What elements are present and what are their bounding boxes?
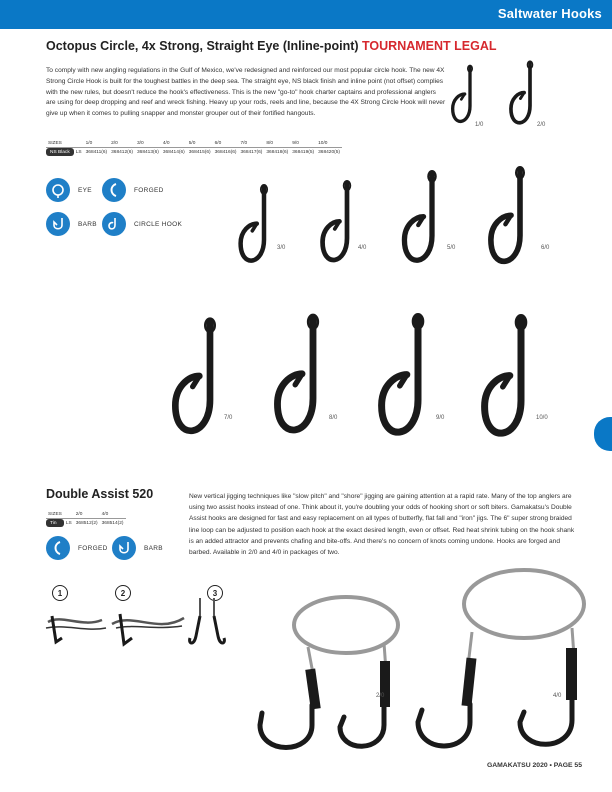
hook-9-0-image xyxy=(376,312,460,454)
code-cell: 368414(6) xyxy=(162,149,185,155)
barb-icon xyxy=(46,212,70,236)
feature-label: BARB xyxy=(78,220,97,228)
rigging-step-3-illustration xyxy=(186,596,228,652)
sizes-header: SIZES xyxy=(46,139,74,148)
hook-size-label: 7/0 xyxy=(224,415,233,421)
code-cell: 368420(5) xyxy=(318,149,340,155)
octopus-title xyxy=(46,39,497,53)
sizes-header: SIZES xyxy=(48,511,62,517)
code-cell: 368514(2) xyxy=(101,520,124,526)
size-cell: 1/0 xyxy=(84,139,110,148)
code-cell: 368415(6) xyxy=(188,149,211,155)
size-cell: 9/0 xyxy=(290,139,316,148)
feature-label: BARB xyxy=(144,544,163,552)
size-cell: 6/0 xyxy=(213,139,239,148)
circle-hook-icon xyxy=(102,212,126,236)
size-cell: 2/0 xyxy=(109,139,135,148)
size-cell: 4/0 xyxy=(161,139,187,148)
code-cell: 368419(5) xyxy=(292,149,315,155)
size-header-row xyxy=(46,510,126,519)
feature-label: CIRCLE HOOK xyxy=(134,220,183,228)
code-cell: 368418(6) xyxy=(266,149,289,155)
feature-label: FORGED xyxy=(134,186,164,194)
code-cell: 368416(6) xyxy=(214,149,237,155)
hook-size-label: 6/0 xyxy=(541,245,550,251)
size-cell: 7/0 xyxy=(239,139,265,148)
size-cell: 4/0 xyxy=(100,510,126,519)
hook-6-0-image xyxy=(486,166,554,278)
step-number: 2 xyxy=(115,585,131,601)
code-cell: 368411(6) xyxy=(85,149,108,155)
forged-icon xyxy=(46,536,70,560)
pack-code: LS xyxy=(75,149,82,155)
feature-eye xyxy=(46,178,92,202)
hook-4-0-image xyxy=(318,180,376,274)
rigging-step-2-illustration xyxy=(108,598,188,650)
section-header-bar xyxy=(0,0,612,29)
code-cell: 368412(6) xyxy=(111,149,133,155)
hook-size-label: 9/0 xyxy=(436,415,445,421)
size-cell: 3/0 xyxy=(135,139,161,148)
hook-size-label: 5/0 xyxy=(447,245,456,251)
feature-forged xyxy=(46,536,108,560)
size-cell: 5/0 xyxy=(187,139,213,148)
octopus-title-text: Octopus Circle, 4x Strong, Straight Eye (Inline-point) xyxy=(46,39,359,53)
section-title: Saltwater Hooks xyxy=(497,6,602,21)
feature-barb xyxy=(112,536,163,560)
size-header-row xyxy=(46,139,342,148)
size-cell: 10/0 xyxy=(316,139,342,148)
hook-size-label: 10/0 xyxy=(536,415,548,421)
code-cell: 368413(6) xyxy=(137,149,159,155)
code-cell: 368417(6) xyxy=(240,149,263,155)
hook-size-label: 8/0 xyxy=(329,415,338,421)
page-edge-tab xyxy=(594,417,612,451)
pack-code: LS xyxy=(65,520,72,526)
assist-size-table xyxy=(46,510,126,527)
hook-size-label: 2/0 xyxy=(376,693,385,699)
assist-title: Double Assist 520 xyxy=(46,487,154,501)
hook-7-0-image xyxy=(170,314,250,454)
finish-badge: NS Black xyxy=(46,148,74,157)
barb-icon xyxy=(112,536,136,560)
hook-5-0-image xyxy=(400,170,464,276)
feature-forged xyxy=(102,178,164,202)
feature-circle-hook xyxy=(102,212,182,236)
feature-label: FORGED xyxy=(78,544,108,552)
hook-size-label: 2/0 xyxy=(537,122,546,128)
hook-8-0-image xyxy=(272,310,354,454)
hook-size-label: 1/0 xyxy=(475,122,484,128)
step-number: 1 xyxy=(52,585,68,601)
code-row xyxy=(46,148,342,157)
octopus-description: To comply with new angling regulations in the Gulf of Mexico, we've redesigned and reinforced our most popular circle hook. The new 4X Strong Circle Hook is built for the toughest battles in the deep sea. The straight eye, NS black finish and inline point (not offset) complies with the new rules, but doesn't reduce the hook's effectiveness. This is the new "go-to" hook charter captains and professional anglers are using for deep dropping and reef and wreck fishing. Heavy up your rods, reels and line, because the 4X Strong Circle Hook will never give up when it comes to pulling snapper and monster grouper out of their fortified hangouts. xyxy=(46,67,446,118)
code-row xyxy=(46,519,126,528)
hook-size-label: 4/0 xyxy=(358,245,367,251)
page-footer: GAMAKATSU 2020 • PAGE 55 xyxy=(486,762,582,769)
assist-hook-4-0-image xyxy=(414,556,600,756)
step-number: 3 xyxy=(207,585,223,601)
octopus-size-table xyxy=(46,139,342,156)
eye-icon xyxy=(46,178,70,202)
hook-1-0-image xyxy=(450,60,490,136)
hook-10-0-image xyxy=(478,314,564,454)
code-cell: 368512(2) xyxy=(75,520,98,526)
hook-size-label: 4/0 xyxy=(553,693,562,699)
tournament-legal-tag: TOURNAMENT LEGAL xyxy=(362,39,497,53)
finish-badge: Tin xyxy=(46,519,64,528)
size-cell: 8/0 xyxy=(264,139,290,148)
forged-icon xyxy=(102,178,126,202)
feature-label: EYE xyxy=(78,186,92,194)
hook-3-0-image xyxy=(236,184,292,274)
hook-size-label: 3/0 xyxy=(277,245,286,251)
assist-hook-2-0-image xyxy=(248,585,420,757)
rigging-step-1-illustration xyxy=(42,598,110,650)
hook-2-0-image xyxy=(508,56,552,138)
size-cell: 2/0 xyxy=(74,510,100,519)
assist-description: New vertical jigging techniques like "slow pitch" and "shore" jigging are gaining attention at a rapid rate. Many of the top anglers are using two assist hooks instead of one. Think about it, you're doubling your odds of hooking short or soft biters. Gamakatsu's Double Assist hooks are designed for fast and easy replacement on all types of butterfly, flat fall and "iron" jigs. The 6" super strong braided line loop can be adjusted to position each hook at the exact desired length, even or offset. Red heat shrink tubing on the hook shank is an added attractor and prevents chafing and bite-offs. And there's no concern of knots coming undone. Hooks are forged and barbed. Available in 2/0 and 4/0 in packages of two. xyxy=(189,493,575,557)
feature-barb xyxy=(46,212,97,236)
